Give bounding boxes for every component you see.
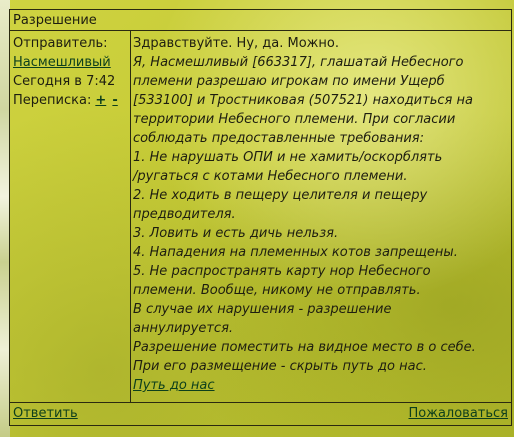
reply-link[interactable]: Ответить [13, 406, 78, 421]
message-line: Я, Насмешливый [663317], глашатай Небесного [133, 55, 464, 70]
sender-info [10, 31, 131, 402]
path-link[interactable]: Путь до нас [133, 378, 215, 393]
complain-link[interactable]: Пожаловаться [408, 406, 508, 421]
message-timestamp: Сегодня в 7:42 [13, 74, 116, 89]
message-line: племени разрешаю игрокам по имени Ущерб [133, 74, 445, 89]
message-line: 3. Ловить и есть дичь нельзя. [133, 226, 339, 241]
sender-label: Отправитель: [13, 36, 108, 51]
message-body-row [10, 31, 511, 403]
correspondence-controls [13, 91, 127, 110]
message-line: аннулируется. [133, 321, 234, 336]
message-line: 5. Не распространять карту нор Небесного [133, 264, 431, 279]
message-line: /ругаться с котами Небесного племени. [133, 169, 408, 184]
correspondence-label: Переписка: [13, 93, 92, 108]
message-line: территории Небесного племени. При согласии [133, 112, 456, 127]
message-line: соблюдать предоставленные требования: [133, 131, 425, 146]
message-line: 1. Не нарушать ОПИ и не хамить/оскорблять [133, 150, 443, 165]
message-greeting: Здравствуйте. Ну, да. Можно. [133, 36, 339, 51]
message-line: Разрешение поместить на видное место в о себе. [133, 340, 476, 355]
message-line: племени. Вообще, никому не отправлять. [133, 283, 421, 298]
message-footer [10, 403, 511, 425]
collapse-correspondence-button[interactable]: - [112, 93, 118, 108]
message-line: 2. Не ходить в пещеру целителя и пещеру [133, 188, 428, 203]
message-line: [533100] и Тростниковая (507521) находиться на [133, 93, 473, 108]
expand-correspondence-button[interactable]: + [95, 93, 107, 108]
message-subject: Разрешение [10, 10, 511, 31]
sender-link[interactable]: Насмешливый [13, 55, 111, 70]
message-line: При его размещение - скрыть путь до нас. [133, 359, 427, 374]
message-line: 4. Нападения на племенных котов запрещены. [133, 245, 458, 260]
message-line: В случае их нарушения - разрешение [133, 302, 392, 317]
message-line: предводителя. [133, 207, 236, 222]
message-card [9, 9, 512, 426]
message-text [131, 31, 511, 402]
